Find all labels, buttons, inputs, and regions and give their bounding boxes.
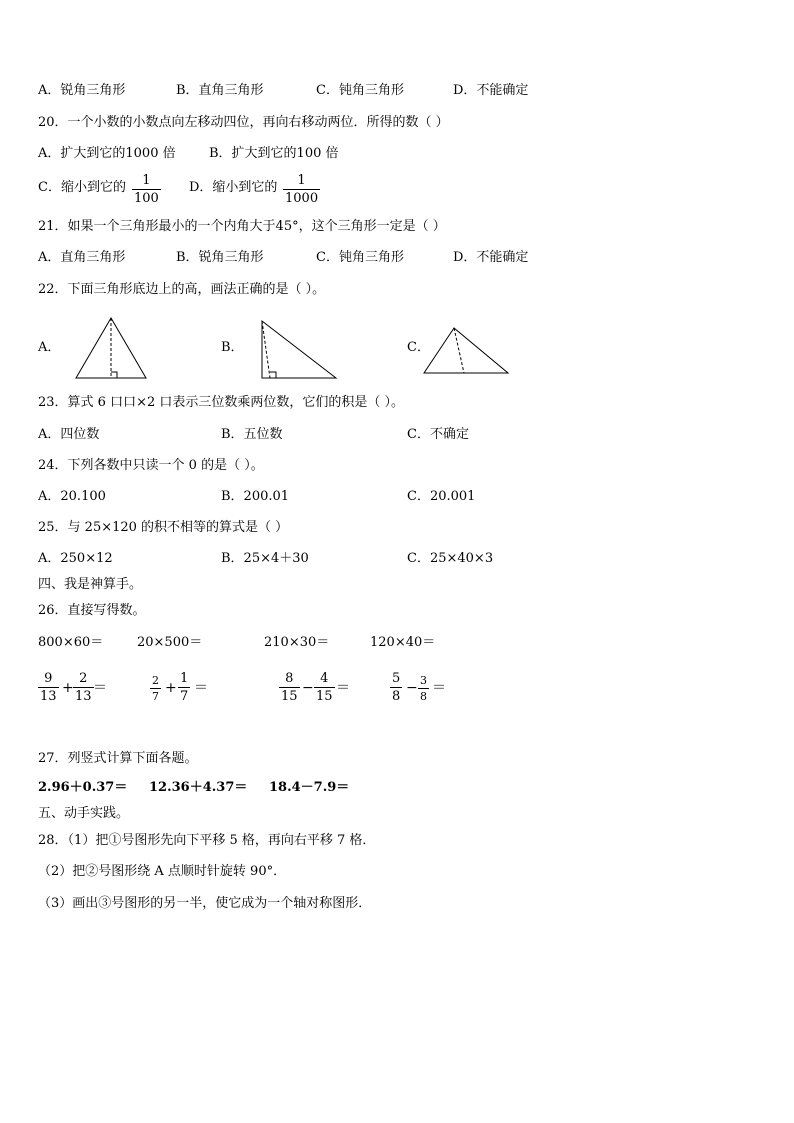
denominator: 8 <box>392 689 401 704</box>
numerator: 1 <box>297 173 306 188</box>
q26-frac4-b <box>418 674 429 703</box>
q19-option-a: A．锐角三角形 <box>38 83 126 98</box>
q26-frac3-operator: − <box>302 680 314 696</box>
q26-frac1-equals: ＝ <box>93 680 107 696</box>
q26-frac1-b <box>73 671 94 704</box>
q26-frac1-a <box>38 671 59 704</box>
q26-calc-2: 20×500＝ <box>137 635 203 650</box>
q25-option-c: C．25×40×3 <box>407 551 494 566</box>
fraction-bar <box>38 687 59 688</box>
numerator: 1 <box>142 173 151 188</box>
q19-option-d: D．不能确定 <box>453 83 529 98</box>
numerator: 9 <box>44 671 53 686</box>
numerator: 2 <box>152 674 159 687</box>
q26-frac2-a <box>150 674 161 703</box>
q19-option-b: B．直角三角形 <box>176 83 264 98</box>
fraction-bar <box>73 687 94 688</box>
denominator: 100 <box>134 191 159 206</box>
denominator: 13 <box>75 689 92 704</box>
q25-option-a: A．250×12 <box>38 551 113 566</box>
q24-stem: 24．下列各数中只读一个 0 的是（ ）。 <box>38 458 264 473</box>
triangle-c <box>424 328 508 373</box>
denominator: 1000 <box>285 191 319 206</box>
q20-option-d: D．缩小到它的 <box>189 180 278 195</box>
q27-expr-2: 12.36＋4.37＝ <box>149 780 248 795</box>
q24-option-c: C．20.001 <box>407 489 476 504</box>
numerator: 8 <box>285 671 294 686</box>
triangle-b <box>262 321 336 378</box>
q26-frac4-equals: ＝ <box>432 680 446 696</box>
q20-stem: 20．一个小数的小数点向左移动四位，再向右移动两位．所得的数（ ） <box>38 115 449 130</box>
q21-option-c: C．钝角三角形 <box>316 250 404 265</box>
fraction-bar <box>390 687 402 688</box>
q28-part-2: （2）把②号图形绕 A 点顺时针旋转 90°． <box>38 864 287 879</box>
numerator: 2 <box>79 671 88 686</box>
q21-option-d: D．不能确定 <box>453 250 529 265</box>
q21-option-b: B．锐角三角形 <box>176 250 264 265</box>
q26-frac2-equals: ＝ <box>194 680 208 696</box>
q28-part-3: （3）画出③号图形的另一半，使它成为一个轴对称图形． <box>38 896 372 911</box>
q19-option-c: C．钝角三角形 <box>316 83 404 98</box>
q26-frac4-a <box>390 671 402 704</box>
numerator: 1 <box>180 671 189 686</box>
q20-option-a: A．扩大到它的1000 倍 <box>38 146 176 161</box>
q22-option-c: C． <box>407 340 430 355</box>
q27-stem: 27．列竖式计算下面各题。 <box>38 751 198 766</box>
q21-option-a: A．直角三角形 <box>38 250 126 265</box>
denominator: 13 <box>40 689 57 704</box>
q27-expr-1: 2.96＋0.37＝ <box>38 780 128 795</box>
q22-stem: 22．下面三角形底边上的高，画法正确的是（ ）。 <box>38 282 326 297</box>
triangle-a <box>76 318 146 378</box>
q26-frac2-b <box>178 671 190 704</box>
fraction-bar <box>178 687 190 688</box>
numerator: 4 <box>320 671 329 686</box>
q23-option-b: B．五位数 <box>221 427 283 442</box>
q23-option-a: A．四位数 <box>38 427 100 442</box>
section-5-heading: 五、动手实践。 <box>38 806 130 821</box>
denominator: 7 <box>152 690 159 703</box>
q26-frac1-operator: + <box>62 680 74 696</box>
q22-option-a: A． <box>38 340 61 355</box>
fraction-bar <box>279 687 300 688</box>
q21-stem: 21．如果一个三角形最小的一个内角大于45°，这个三角形一定是（ ） <box>38 219 446 234</box>
q26-calc-1: 800×60＝ <box>38 635 104 650</box>
q20-option-c: C．缩小到它的 <box>38 180 126 195</box>
q26-frac3-equals: ＝ <box>336 680 350 696</box>
q20-option-b: B．扩大到它的100 倍 <box>209 146 339 161</box>
q23-stem: 23．算式 6 口口×2 口表示三位数乘两位数，它们的积是（ ）。 <box>38 395 405 410</box>
fraction-bar <box>418 688 429 689</box>
denominator: 15 <box>281 689 298 704</box>
q26-frac3-a <box>279 671 300 704</box>
q24-option-b: B．200.01 <box>221 489 290 504</box>
q26-calc-3: 210×30＝ <box>264 635 330 650</box>
section-4-heading: 四、我是神算手。 <box>38 577 143 592</box>
denominator: 15 <box>316 689 333 704</box>
q22-option-b: B． <box>221 340 244 355</box>
numerator: 5 <box>392 671 401 686</box>
q26-calc-4: 120×40＝ <box>370 635 436 650</box>
q25-option-b: B．25×4＋30 <box>221 551 309 566</box>
q23-option-c: C．不确定 <box>407 427 469 442</box>
numerator: 3 <box>420 674 427 687</box>
q26-stem: 26．直接写得数。 <box>38 603 146 618</box>
fraction-bar <box>150 688 161 689</box>
denominator: 8 <box>420 690 427 703</box>
q24-option-a: A．20.100 <box>38 489 106 504</box>
q26-frac2-operator: + <box>165 680 177 696</box>
q25-stem: 25．与 25×120 的积不相等的算式是（ ） <box>38 520 289 535</box>
q26-frac3-b <box>314 671 335 704</box>
fraction-bar <box>314 687 335 688</box>
denominator: 7 <box>180 689 189 704</box>
q28-part-1: 28．（1）把①号图形先向下平移 5 格，再向右平移 7 格． <box>38 833 376 848</box>
q26-frac4-operator: − <box>406 680 418 696</box>
q27-expr-3: 18.4－7.9＝ <box>269 780 350 795</box>
